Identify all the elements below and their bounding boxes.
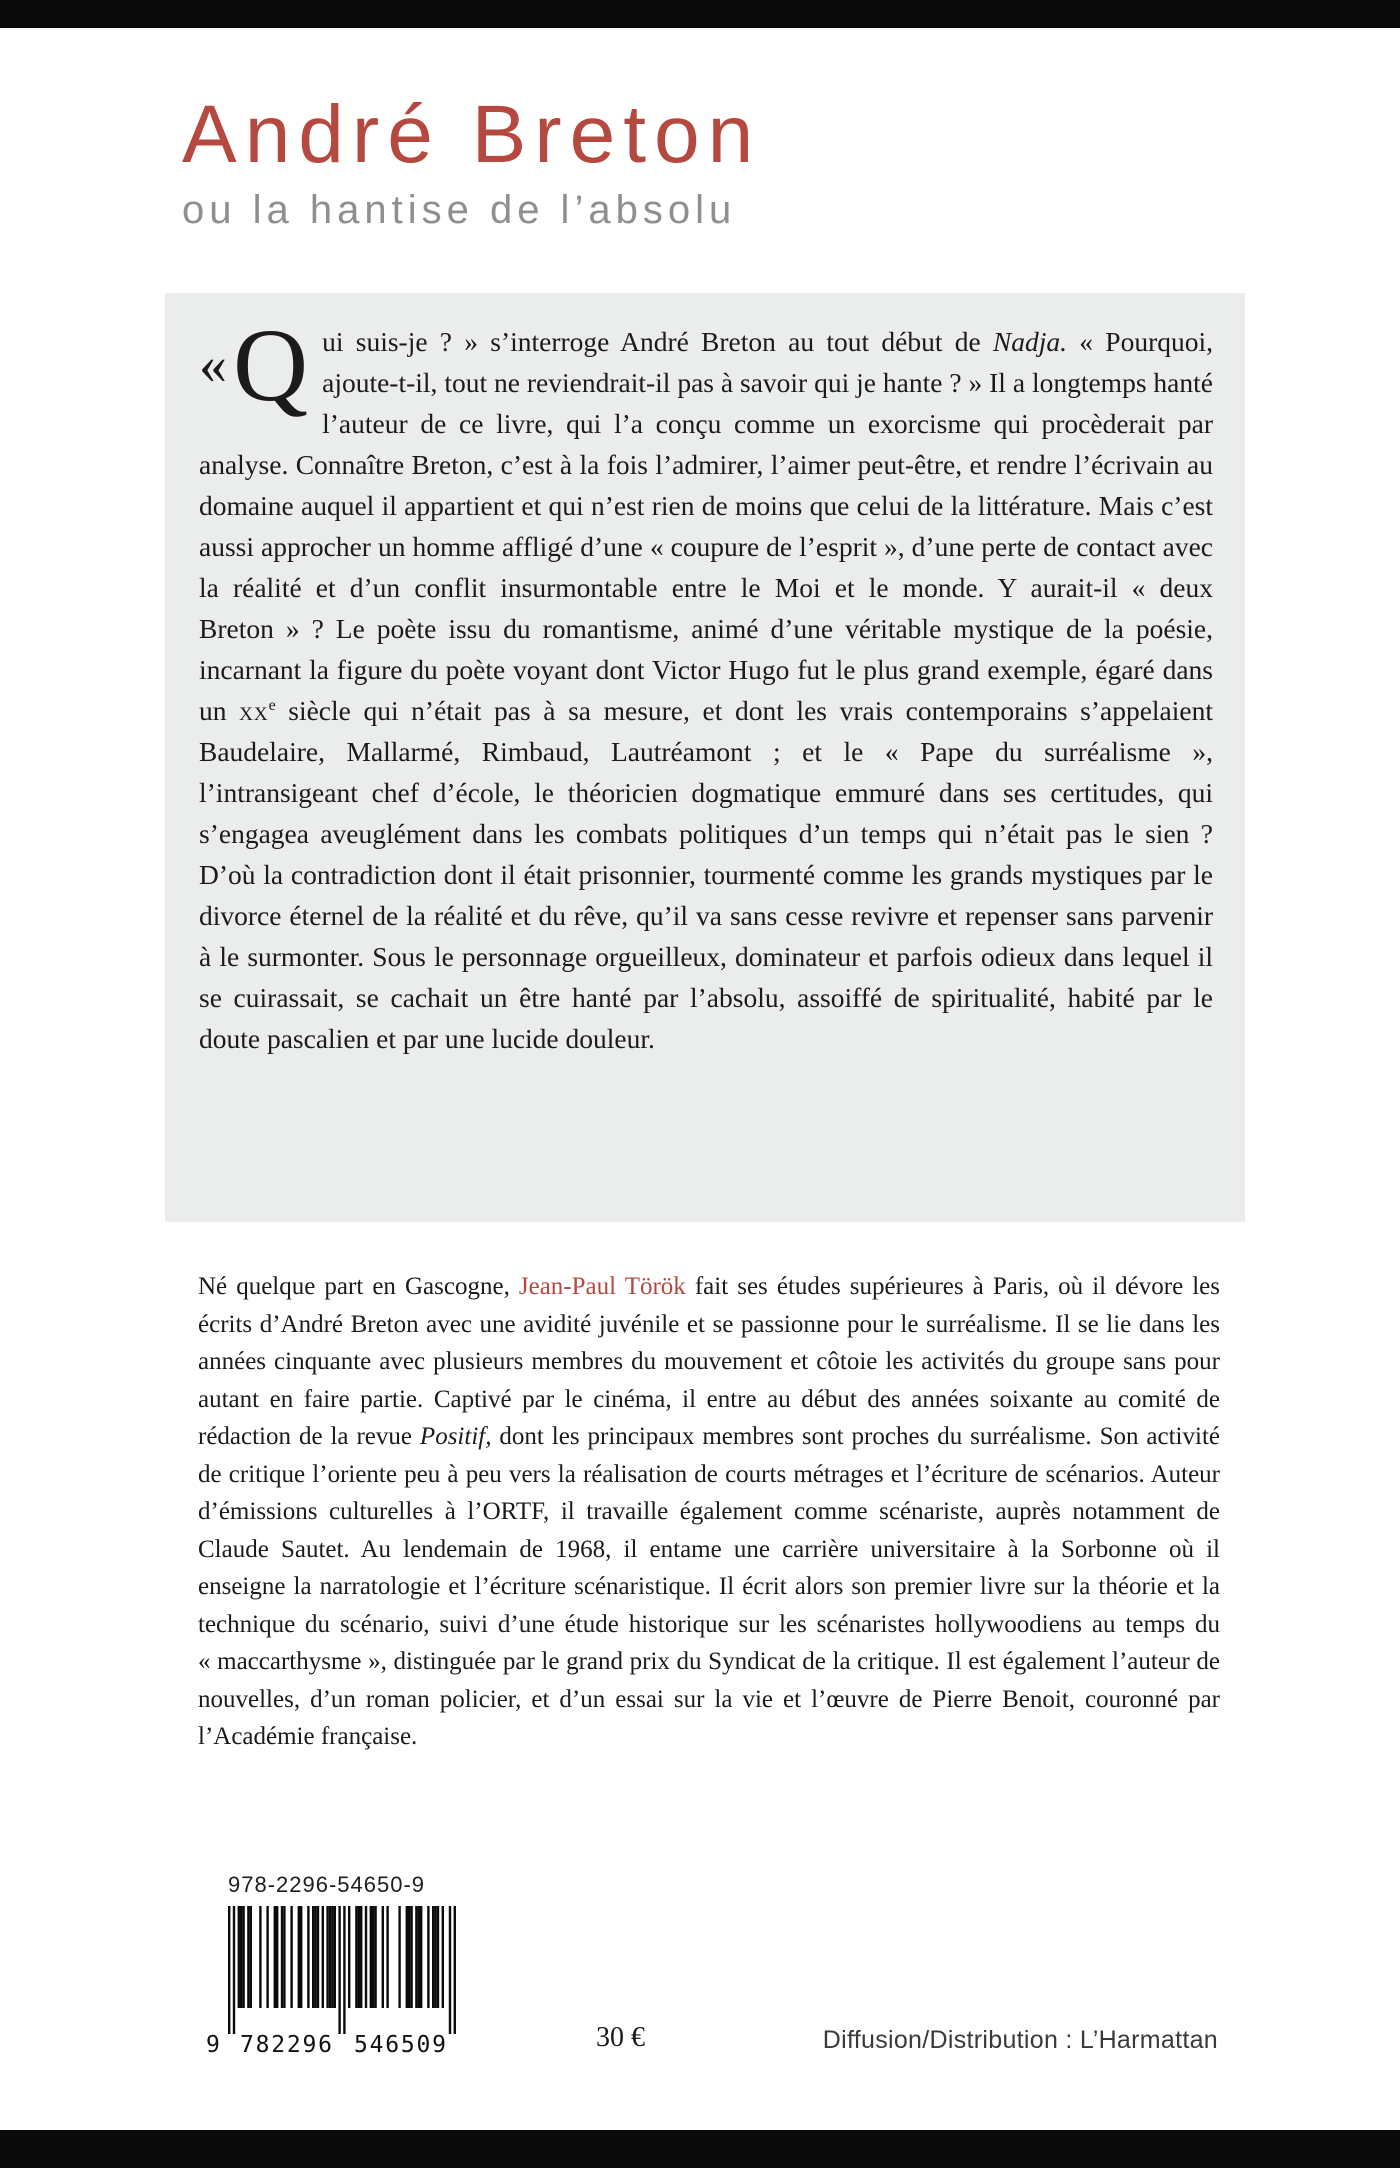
header (182, 89, 762, 233)
barcode-digits-group2: 546509 (354, 2032, 446, 2058)
price: 30 € (596, 2022, 645, 2053)
quote-text (199, 308, 1213, 1059)
barcode-digits-group1: 782296 (240, 2032, 332, 2058)
distribution-line: Diffusion/Distribution : L’Harmattan (822, 2026, 1218, 2054)
quote-block (165, 293, 1245, 1222)
bio-paragraph (198, 1268, 1220, 1756)
century-ordinal: e (268, 696, 276, 714)
barcode-left-digit: 9 (206, 2032, 220, 2058)
ean13-barcode (192, 1902, 472, 2058)
book-title-nadja: Nadja. (992, 326, 1068, 357)
bio-segment-3: dont les principaux membres sont proches du surréalisme. Son activité de critique l’oriente peu à peu vers la réalisation de courts métrages et l’écriture de scénarios. Auteur d’émissions culturelles à l’ORTF, il travaille également comme scénariste, auprès notamment de Claude Sautet. Au lendemain de 1968, il entame une carrière universitaire à la Sorbonne où il enseigne la narratologie et l’écriture scénaristique. Il écrit alors son premier livre sur la théorie et la technique du scénario, suivi d’une étude historique sur les scénaristes hollywoodiens au temps du « maccarthysme », distinguée par le grand prix du Syndicat de la critique. Il est également l’auteur de nouvelles, d’un roman policier, et d’un essai sur la vie et l’œuvre de Pierre Benoit, couronné par l’Académie française. (198, 1423, 1220, 1750)
opening-guillemet-icon: « (199, 334, 227, 396)
dropcap-q: Q (233, 308, 309, 423)
quote-segment-1: ui suis-je ? » s’interroge André Breton au tout début de (322, 326, 993, 357)
century-smallcaps: xx (239, 695, 269, 726)
quote-segment-2: « Pourquoi, ajoute-t-il, tout ne reviendrait-il pas à savoir qui je hante ? » Il a longtemps hanté l’auteur de ce livre, qui l’a conçu comme un exorcisme qui procèderait par analyse. Connaître Breton, c’est à la fois l’admirer, l’aimer peut-être, et rendre l’écrivain au domaine auquel il appartient et qui n’est rien de moins que celui de la littérature. Mais c’est aussi approcher un homme affligé d’une « coupure de l’esprit », d’une perte de contact avec la réalité et d’un conflit insurmontable entre le Moi et le monde. Y aurait-il « deux Breton » ? Le poète issu du romantisme, animé d’une véritable mystique de la poésie, incarnant la figure du poète voyant dont Victor Hugo fut le plus grand exemple, égaré dans un (199, 326, 1213, 726)
magazine-title-positif: Positif, (419, 1423, 492, 1450)
bio-segment-2: fait ses études supérieures à Paris, où il dévore les écrits d’André Breton avec une avidité juvénile et se passionne pour le surréalisme. Il se lie dans les années cinquante avec plusieurs membres du mouvement et côtoie les activités du groupe sans pour autant en faire partie. Captivé par le cinéma, il entre au début des années soixante au comité de rédaction de la revue (198, 1273, 1221, 1450)
isbn-label: 978-2296-54650-9 (228, 1872, 426, 1897)
bottom-black-band (0, 2130, 1400, 2168)
bio-segment-1: Né quelque part en Gascogne, (198, 1273, 519, 1300)
page-title: André Breton (182, 89, 762, 180)
quote-segment-3: siècle qui n’était pas à sa mesure, et dont les vrais contemporains s’appelaient Baudelaire, Mallarmé, Rimbaud, Lautréamont ; et le « Pape du surréalisme », l’intransigeant chef d’école, le théoricien dogmatique emmuré dans ses certitudes, qui s’engagea aveuglément dans les combats politiques d’un temps qui n’était pas le sien ? D’où la contradiction dont il était prisonnier, tourmenté comme les grands mystiques par le divorce éternel de la réalité et du rêve, qu’il va sans cesse revivre et repenser sans parvenir à le surmonter. Sous le personnage orgueilleux, dominateur et parfois odieux dans lequel il se cuirassait, se cachait un être hanté par l’absolu, assoiffé de spiritualité, habité par le doute pascalien et par une lucide douleur. (199, 695, 1213, 1054)
dropcap-group (199, 308, 309, 423)
barcode-bars (228, 1906, 456, 2034)
top-black-band (0, 0, 1400, 28)
author-name: Jean-Paul Török (518, 1273, 686, 1300)
page-subtitle: ou la hantise de l’absolu (182, 188, 737, 233)
